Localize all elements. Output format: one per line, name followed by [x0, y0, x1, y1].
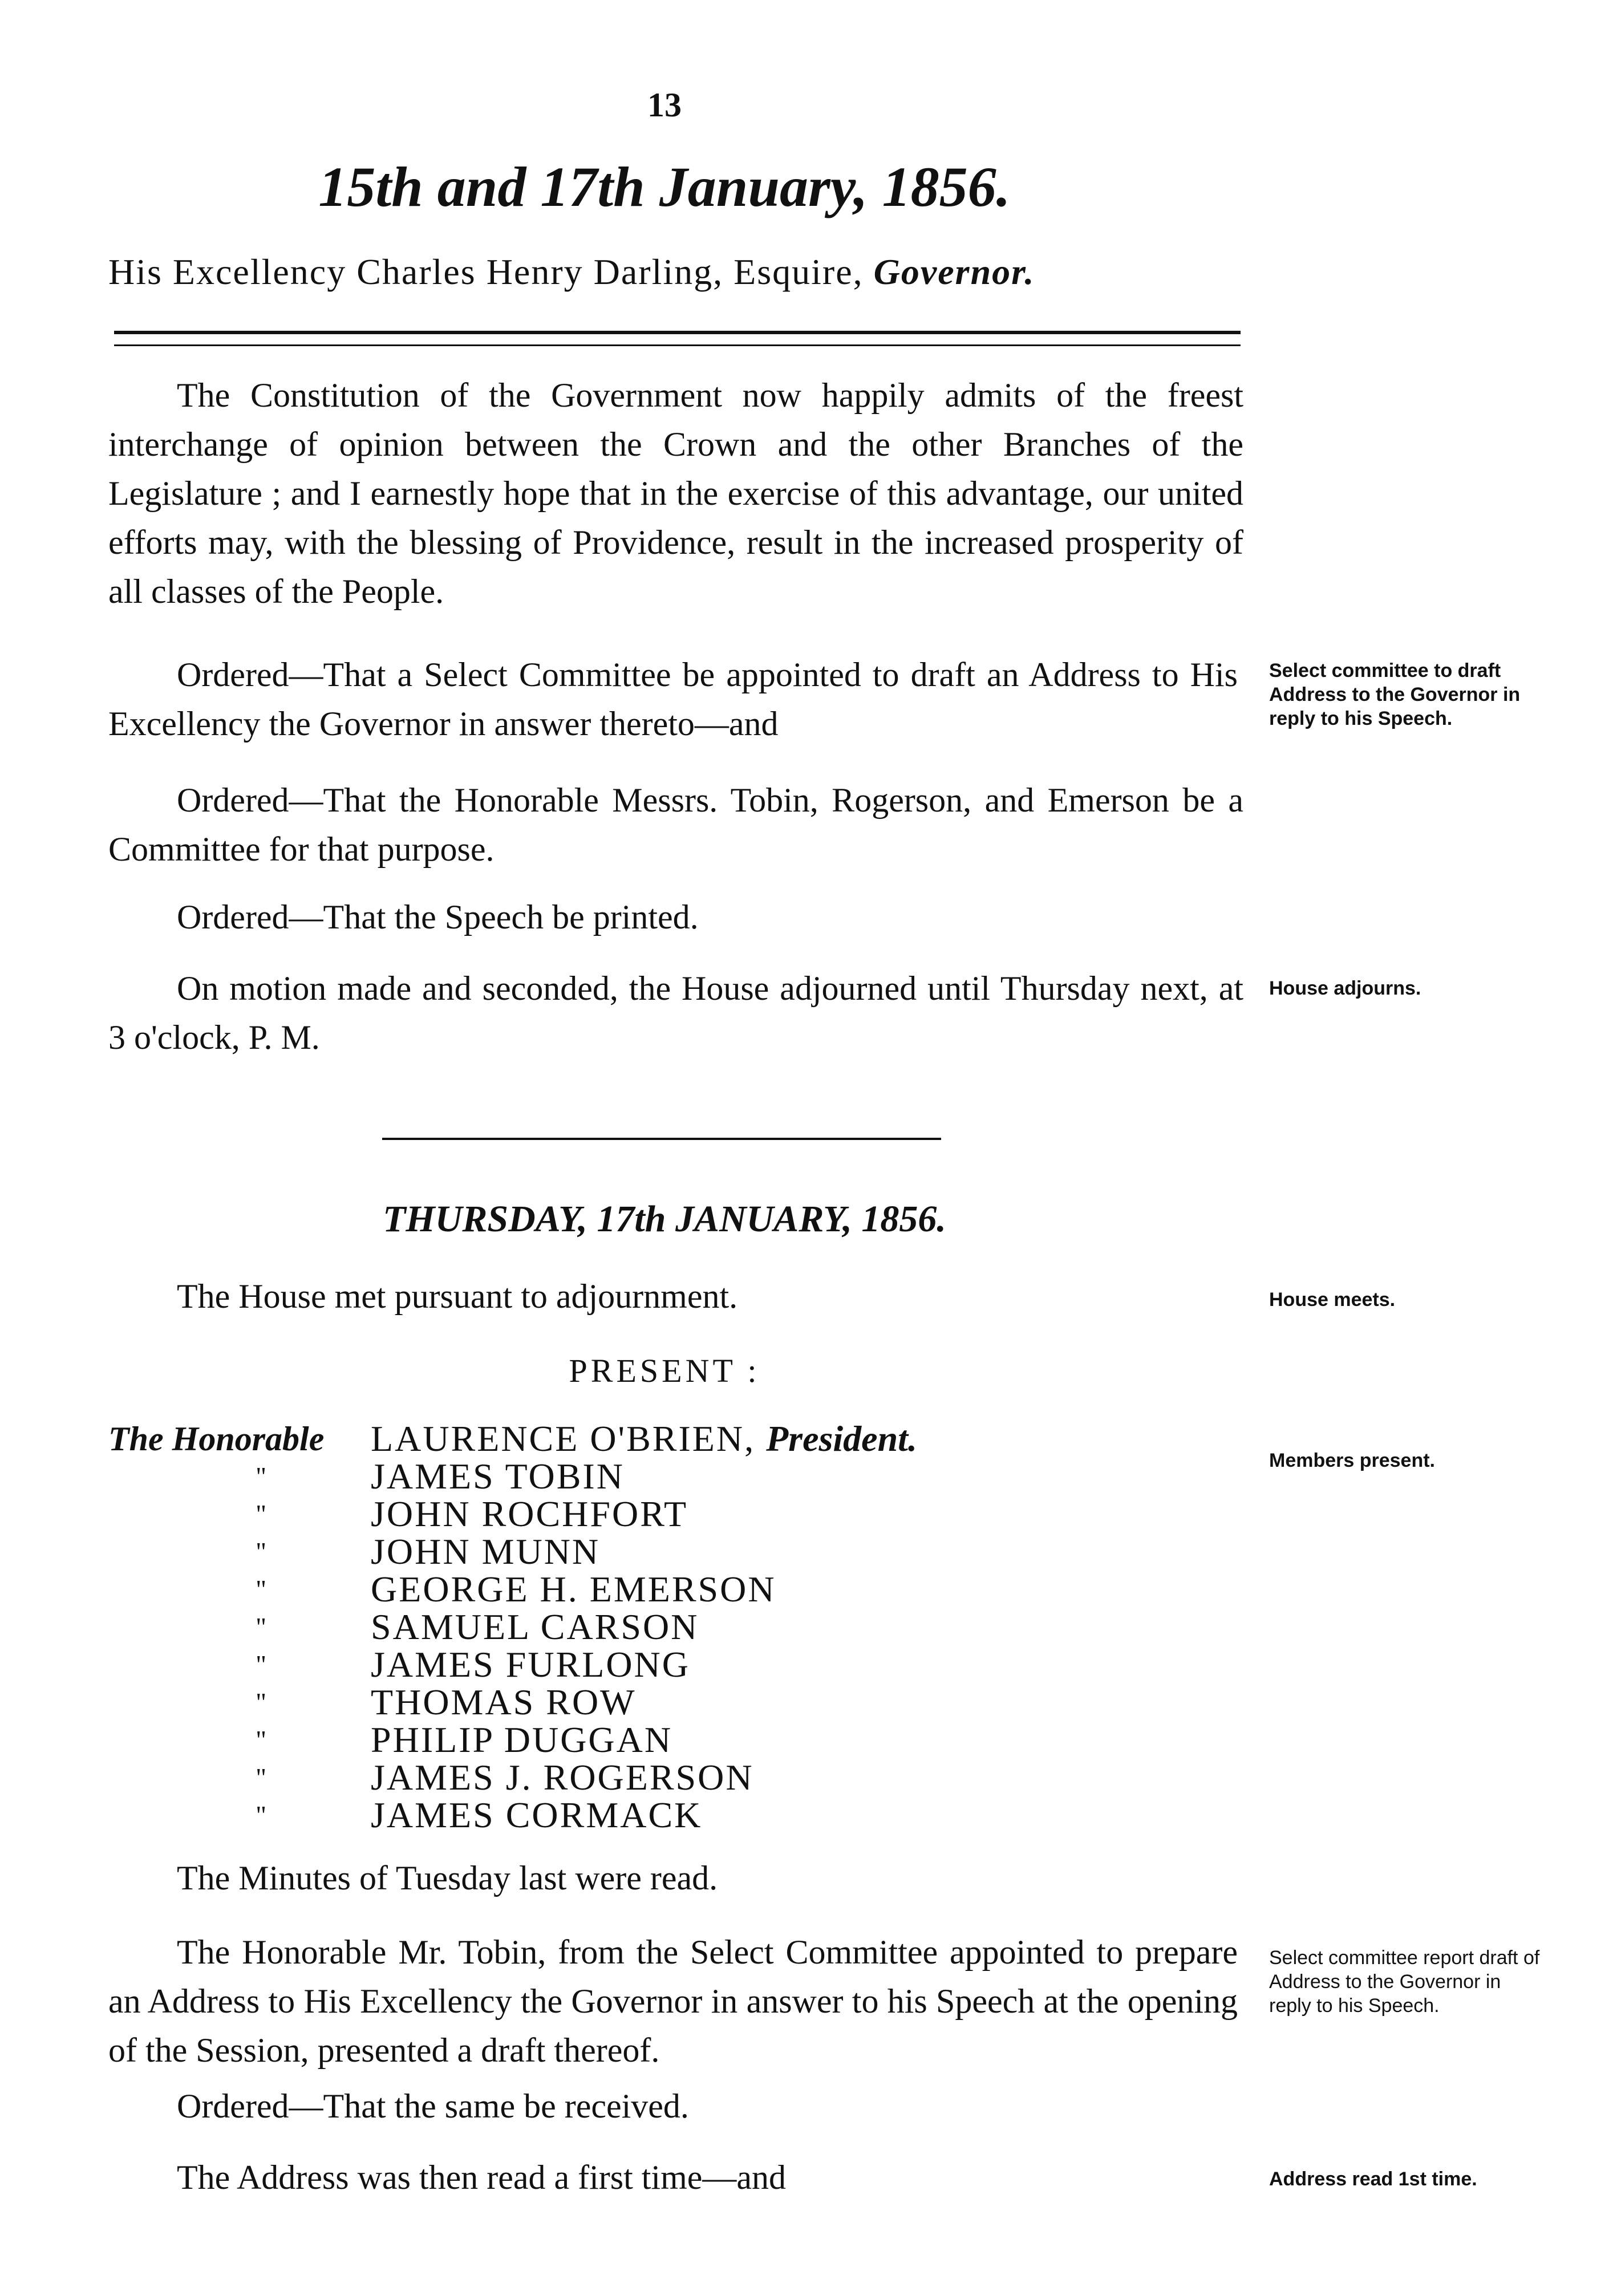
- member-name: JAMES TOBIN: [371, 1456, 625, 1496]
- date-heading: 15th and 17th January, 1856.: [318, 155, 1011, 218]
- ditto-mark: ": [256, 1800, 268, 1830]
- ditto-mark: ": [256, 1650, 268, 1679]
- member-name: SAMUEL CARSON: [371, 1607, 699, 1647]
- member-row: [108, 1571, 1249, 1608]
- member-name: THOMAS ROW: [371, 1682, 637, 1722]
- member-name: JAMES FURLONG: [371, 1644, 690, 1685]
- member-name: GEORGE H. EMERSON: [371, 1569, 776, 1609]
- president-title: President.: [766, 1418, 917, 1459]
- member-name: JAMES J. ROGERSON: [371, 1757, 754, 1798]
- thursday-heading: THURSDAY, 17th JANUARY, 1856.: [383, 1198, 946, 1240]
- member-row: [108, 1533, 1249, 1571]
- member-name: LAURENCE O'BRIEN,: [371, 1418, 756, 1459]
- select-committee-paragraph: Ordered—That a Select Committee be appointed to draft an Address to His Excellency the Governor in answer thereto—and: [108, 656, 1238, 743]
- adjourned-paragraph: On motion made and seconded, the House adjourned until Thursday next, at 3 o'clock, P. M.: [108, 969, 1243, 1056]
- member-name: PHILIP DUGGAN: [371, 1719, 673, 1760]
- member-row: [108, 1608, 1249, 1646]
- single-rule-divider: [382, 1138, 941, 1140]
- members-list: [108, 1420, 1249, 1834]
- governor-line: [108, 251, 1035, 293]
- ditto-mark: ": [256, 1763, 268, 1792]
- ditto-mark: ": [256, 1575, 268, 1604]
- committee-members-paragraph: Ordered—That the Honorable Messrs. Tobin, Rogerson, and Emerson be a Committee for that purpose.: [108, 781, 1243, 868]
- member-row: [108, 1759, 1249, 1796]
- minutes-read-paragraph: The Minutes of Tuesday last were read.: [177, 1859, 718, 1897]
- constitution-paragraph: The Constitution of the Government now happily admits of the freest interchange of opinion between the Crown and the other Branches of the Legislature ; and I earnestly hope that in the exercise of this advantage, our united efforts may, with the blessing of Providence, result in the increased prosperity of all classes of the People.: [108, 376, 1243, 610]
- member-row: [108, 1646, 1249, 1684]
- member-prefix: The Honorable: [108, 1420, 325, 1458]
- ditto-mark: ": [256, 1725, 268, 1754]
- present-heading: PRESENT :: [569, 1352, 760, 1389]
- member-row: [108, 1495, 1249, 1533]
- side-note-members-present: Members present.: [1269, 1450, 1435, 1471]
- member-row: [108, 1721, 1249, 1759]
- house-met-paragraph: The House met pursuant to adjournment.: [177, 1277, 738, 1315]
- side-note-select-committee: Select committee to draft Address to the Governor in reply to his Speech.: [1269, 660, 1521, 729]
- draft-presented-paragraph: The Honorable Mr. Tobin, from the Select Committee appointed to prepare an Address to His Excellency the Governor in answer to his Speech at the opening of the Session, presented a draft thereof.: [108, 1933, 1238, 2069]
- member-name: JOHN MUNN: [371, 1531, 601, 1572]
- member-name: JOHN ROCHFORT: [371, 1494, 688, 1534]
- ditto-mark: ": [256, 1612, 268, 1641]
- governor-name: His Excellency Charles Henry Darling, Esquire,: [108, 251, 864, 292]
- double-rule-divider: [114, 331, 1241, 346]
- governor-title: Governor.: [873, 251, 1035, 292]
- same-received-paragraph: Ordered—That the same be received.: [177, 2087, 689, 2125]
- side-note-address-first: Address read 1st time.: [1269, 2168, 1477, 2190]
- page-number: 13: [647, 86, 682, 124]
- member-name: JAMES CORMACK: [371, 1795, 703, 1835]
- member-row: [108, 1796, 1249, 1834]
- ditto-mark: ": [256, 1687, 268, 1717]
- member-row: [108, 1684, 1249, 1721]
- first-time-paragraph: The Address was then read a first time—and: [177, 2159, 787, 2196]
- ditto-mark: ": [256, 1462, 268, 1491]
- ditto-mark: ": [256, 1537, 268, 1566]
- side-note-committee-report: Select committee report draft of Address to the Governor in reply to his Speech.: [1269, 1947, 1540, 2017]
- side-note-house-meets: House meets.: [1269, 1289, 1396, 1311]
- member-row: [108, 1420, 1249, 1458]
- member-row: [108, 1458, 1249, 1495]
- side-note-house-adjourns: House adjourns.: [1269, 977, 1421, 999]
- speech-printed-paragraph: Ordered—That the Speech be printed.: [177, 898, 699, 936]
- ditto-mark: ": [256, 1499, 268, 1528]
